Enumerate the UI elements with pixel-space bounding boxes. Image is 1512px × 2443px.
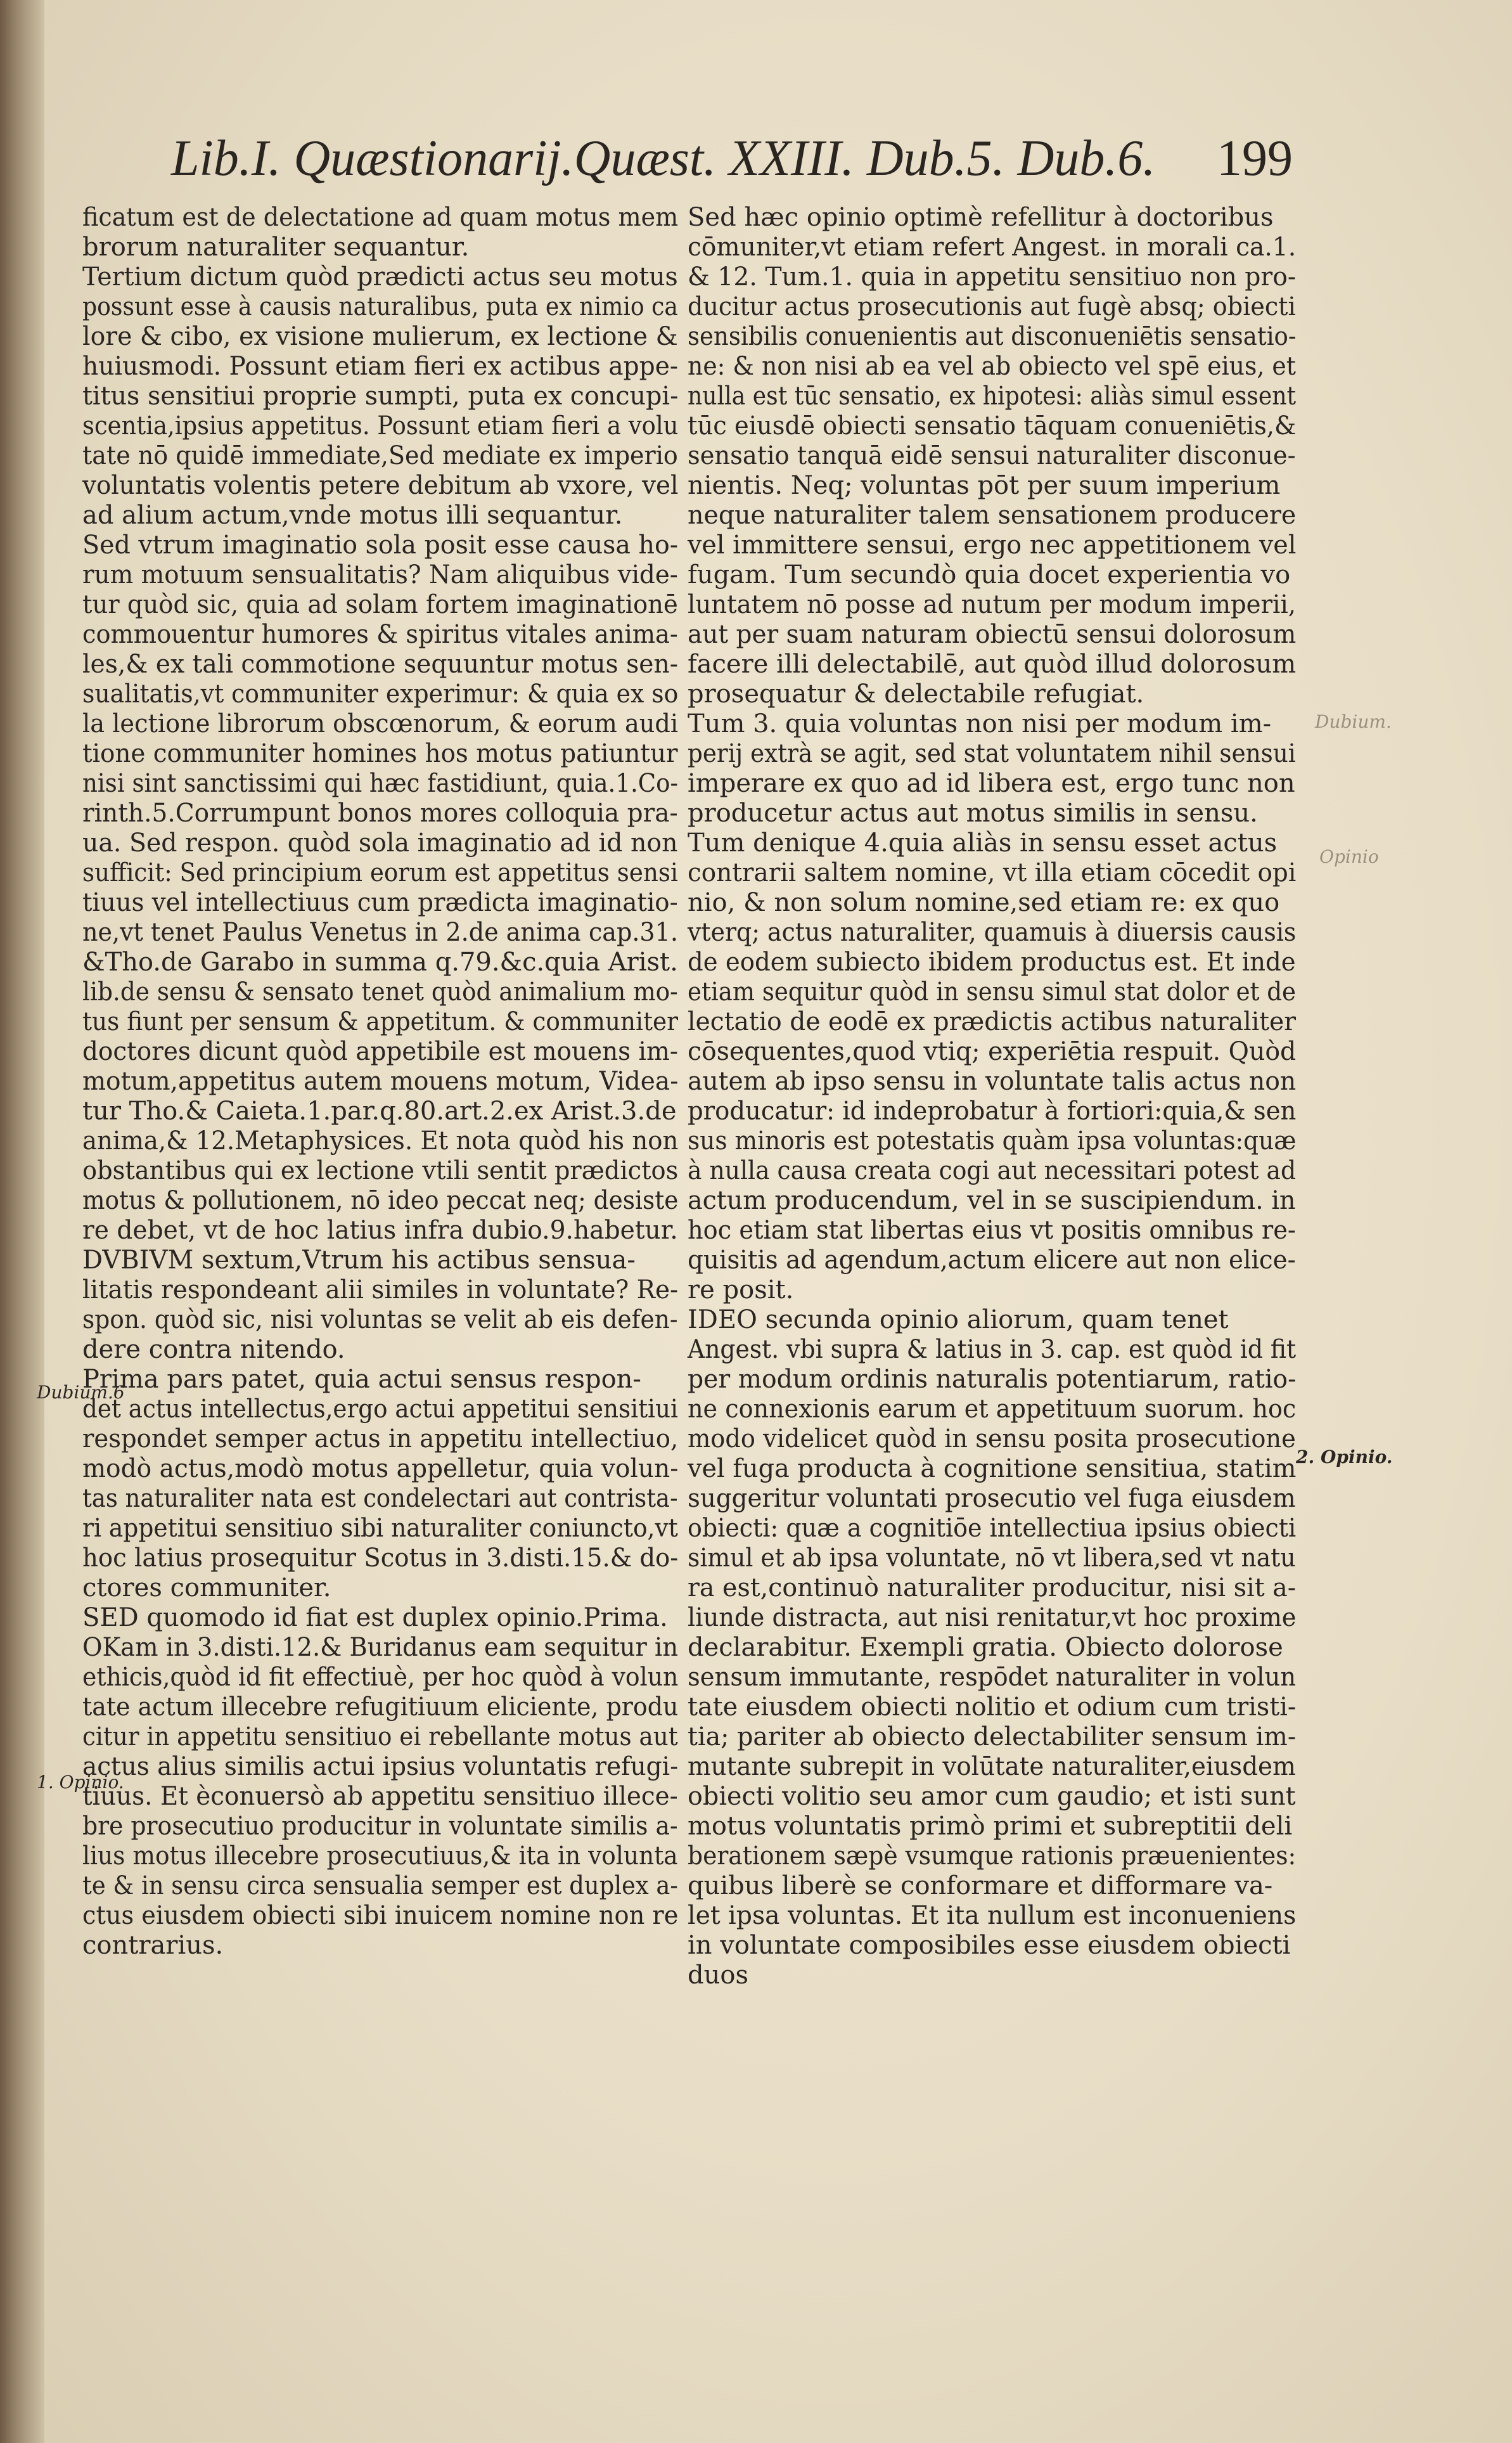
text-line: Sed vtrum imaginatio sola posit esse causa ho- [82,531,679,560]
margin-bleed-dubium: Dubium. [1315,711,1392,732]
text-line: SED quomodo id fiat est duplex opinio.Prima. [82,1603,668,1632]
text-line: ri appetitui sensitiuo sibi naturaliter coniuncto,vt [82,1514,678,1543]
text-line: rum motuum sensualitatis? Nam aliquibus vide- [82,560,678,590]
text-line: nulla est tūc sensatio, ex hipotesi: aliàs simul essent [688,382,1297,411]
book-binding-edge [0,0,44,2443]
text-line: motus voluntatis primò primi et subreptitii deli [688,1812,1293,1841]
running-header [171,124,1305,193]
text-line: obiecti volitio seu amor cum gaudio; et isti sunt [688,1782,1296,1811]
text-line: det actus intellectus,ergo actui appetitui sensitiui [82,1395,678,1424]
text-line: litatis respondeant alii similes in voluntate? Re- [82,1275,679,1305]
text-line: nio, & non solum nomine,sed etiam re: ex quo [688,888,1280,917]
text-line: lius motus illecebre prosecutiuus,& ita in volunta [82,1841,678,1871]
text-line: suggeritur voluntati prosecutio vel fuga eiusdem [688,1484,1296,1513]
text-line: tiuus vel intellectiuus cum prædicta imaginatio- [82,888,678,917]
text-line: Tertium dictum quòd prædicti actus seu motus [82,262,678,292]
text-line: lore & cibo, ex visione mulierum, ex lectione & [82,322,678,351]
text-line: duos [688,1961,748,1990]
text-line: tate eiusdem obiecti nolitio et odium cum tristi- [688,1692,1297,1722]
text-line: tur Tho.& Caieta.1.par.q.80.art.2.ex Arist.3.de [82,1097,677,1126]
text-line: producatur: id indeprobatur à fortiori:quia,& sen [688,1097,1297,1126]
text-line: ducitur actus prosecutionis aut fugè absq; obiecti [688,292,1296,321]
text-line: autem ab ipso sensu in voluntate talis actus non [688,1067,1297,1096]
text-line: cōsequentes,quod vtiq; experiētia respuit. Quòd [688,1037,1297,1066]
text-line: tur quòd sic, quia ad solam fortem imaginationē [82,590,678,619]
text-line: & 12. Tum.1. quia in appetitu sensitiuo non pro- [688,262,1297,292]
text-line: titus sensitiui proprie sumpti, puta ex concupi- [82,382,679,411]
text-line: lib.de sensu & sensato tenet quòd animalium mo- [82,977,678,1007]
text-line: lectatio de eodē ex prædictis actibus naturaliter [688,1007,1296,1036]
text-line: tate nō quidē immediate,Sed mediate ex imperio [82,441,678,470]
text-line: luntatem nō posse ad nutum per modum imperii, [688,590,1297,619]
text-line: contrarius. [82,1931,224,1960]
text-line: commouentur humores & spiritus vitales anima- [82,620,678,649]
text-line: Tum 3. quia voluntas non nisi per modum im- [688,709,1272,738]
text-line: sensum immutante, respōdet naturaliter in volun [688,1663,1297,1692]
text-line: let ipsa voluntas. Et ita nullum est inconueniens [688,1901,1297,1930]
text-line: berationem sæpè vsumque rationis præuenientes: [688,1841,1297,1871]
text-line: respondet semper actus in appetitu intellectiuo, [82,1424,679,1454]
text-line: perij extrà se agit, sed stat voluntatem nihil sensui [688,739,1296,768]
text-line: vterq; actus naturaliter, quamuis à diuersis causis [688,918,1297,947]
margin-note-opinio-1: 1. Opinio. [37,1772,124,1793]
text-line: Tum denique 4.quia aliàs in sensu esset actus [688,828,1278,858]
right-text-column [688,203,1296,1990]
text-line: tūc eiusdē obiecti sensatio tāquam conueniētis,& [688,411,1297,441]
text-line: re posit. [688,1275,794,1305]
text-line: voluntatis volentis petere debitum ab vxore, vel [82,471,679,500]
text-line: la lectione librorum obscœnorum, & eorum audi [82,709,679,738]
text-line: sufficit: Sed principium eorum est appetitus sensi [82,858,678,887]
text-line: contrarii saltem nomine, vt illa etiam cōcedit opi [688,858,1297,887]
text-line: Sed hæc opinio optimè refellitur à doctoribus [688,203,1274,232]
text-line: Angest. vbi supra & latius in 3. cap. est quòd id fit [688,1335,1297,1364]
text-line: te & in sensu circa sensualia semper est duplex a- [82,1871,678,1900]
text-line: fugam. Tum secundò quia docet experientia vo [688,560,1291,590]
text-line: actus alius similis actui ipsius voluntatis refugi- [82,1752,679,1781]
text-line: tia; pariter ab obiecto delectabiliter sensum im- [688,1722,1297,1751]
text-line: nisi sint sanctissimi qui hæc fastidiunt, quia.1.Co- [82,769,679,798]
text-line: liunde distracta, aut nisi renitatur,vt hoc proxime [688,1603,1297,1632]
text-line: huiusmodi. Possunt etiam fieri ex actibus appe- [82,352,679,381]
text-line: nientis. Neq; voluntas pōt per suum imperium [688,471,1281,500]
text-line: obstantibus qui ex lectione vtili sentit prædictos [82,1156,679,1185]
text-line: possunt esse à causis naturalibus, puta ex nimio ca [82,292,678,321]
text-line: tiuus. Et èconuersò ab appetitu sensitiuo illece- [82,1782,678,1811]
margin-bleed-opinio: Opinio [1319,846,1379,867]
text-line: spon. quòd sic, nisi voluntas se velit ab eis defen- [82,1305,678,1334]
text-line: quibus liberè se conformare et difformare va- [688,1871,1273,1900]
text-line: simul et ab ipsa voluntate, nō vt libera,sed vt natu [688,1544,1296,1573]
text-line: cōmuniter,vt etiam refert Angest. in morali ca.1. [688,233,1297,262]
left-text-column [82,203,678,1961]
text-line: scentia,ipsius appetitus. Possunt etiam fieri a volu [82,411,679,441]
text-line: tate actum illecebre refugitiuum eliciente, produ [82,1692,679,1722]
text-line: ad alium actum,vnde motus illi sequantur. [82,501,623,530]
text-line: re debet, vt de hoc latius infra dubio.9.habetur. [82,1216,678,1245]
text-line: hoc latius prosequitur Scotus in 3.disti.15.& do- [82,1544,679,1573]
text-line: DVBIVM sextum,Vtrum his actibus sensua- [82,1246,636,1275]
text-line: modo videlicet quòd in sensu posita prosecutione [688,1424,1296,1454]
text-line: imperare ex quo ad id libera est, ergo tunc non [688,769,1295,798]
text-line: etiam sequitur quòd in sensu simul stat dolor et de [688,977,1296,1007]
text-line: declarabitur. Exempli gratia. Obiecto dolorose [688,1633,1283,1662]
text-line: ctores communiter. [82,1573,331,1602]
text-line: in voluntate composibiles esse eiusdem obiecti [688,1931,1291,1960]
text-line: obiecti: quæ a cognitiōe intellectiua ipsius obiecti [688,1514,1297,1543]
text-line: facere illi delectabilē, aut quòd illud dolorosum [688,650,1297,679]
text-line: rinth.5.Corrumpunt bonos mores colloquia pra- [82,799,678,828]
text-line: bre prosecutiuo producitur in voluntate similis a- [82,1812,678,1841]
text-line: hoc etiam stat libertas eius vt positis omnibus re- [688,1216,1296,1245]
text-line: motus & pollutionem, nō ideo peccat neq; desiste [82,1186,679,1215]
text-line: tus fiunt per sensum & appetitum. & communiter [82,1007,679,1036]
text-line: anima,& 12.Metaphysices. Et nota quòd his non [82,1126,679,1156]
page-number: 199 [1217,131,1293,186]
text-line: aut per suam naturam obiectū sensui dolorosum [688,620,1297,649]
text-line: actum producendum, vel in se suscipiendum. in [688,1186,1296,1215]
text-line: ua. Sed respon. quòd sola imaginatio ad id non [82,828,678,858]
text-line: quisitis ad agendum,actum elicere aut non elice- [688,1246,1296,1275]
text-line: sualitatis,vt communiter experimur: & quia ex so [82,680,679,709]
text-line: ethicis,quòd id fit effectiuè, per hoc quòd à volun [82,1663,679,1692]
text-line: ne: & non nisi ab ea vel ab obiecto vel spē eius, et [688,352,1296,381]
text-line: sensibilis conuenientis aut disconueniētis sensatio- [688,322,1297,351]
text-line: motum,appetitus autem mouens motum, Videa- [82,1067,679,1096]
text-line: les,& ex tali commotione sequuntur motus sen- [82,650,679,679]
text-line: ficatum est de delectatione ad quam motus mem [82,203,679,232]
text-line: à nulla causa creata cogi aut necessitari potest ad [688,1156,1297,1185]
text-line: ne,vt tenet Paulus Venetus in 2.de anima cap.31. [82,918,678,947]
text-line: tas naturaliter nata est condelectari aut contrista- [82,1484,678,1513]
text-line: Prima pars patet, quia actui sensus respon- [82,1365,641,1394]
text-line: ne connexionis earum et appetituum suorum. hoc [688,1395,1297,1424]
margin-note-opinio-2: 2. Opinio. [1296,1447,1393,1467]
text-line: prosequatur & delectabile refugiat. [688,680,1144,709]
text-line: sensatio tanquā eidē sensui naturaliter disconue- [688,441,1296,470]
text-line: OKam in 3.disti.12.& Buridanus eam sequitur in [82,1633,679,1662]
text-line: tione communiter homines hos motus patiuntur [82,739,678,768]
text-line: ctus eiusdem obiecti sibi inuicem nomine non re [82,1901,679,1930]
text-line: brorum naturaliter sequantur. [82,233,470,262]
text-line: per modum ordinis naturalis potentiarum, ratio- [688,1365,1297,1394]
text-line: ra est,continuò naturaliter producitur, nisi sit a- [688,1573,1297,1602]
text-line: mutante subrepit in volūtate naturaliter,eiusdem [688,1752,1296,1781]
text-line: IDEO secunda opinio aliorum, quam tenet [688,1305,1229,1334]
text-line: de eodem subiecto ibidem productus est. Et inde [688,948,1296,977]
margin-note-dubium-6: Dubium.6 [37,1382,125,1403]
text-line: modò actus,modò motus appelletur, quia volun- [82,1454,679,1483]
text-line: doctores dicunt quòd appetibile est mouens im- [82,1037,679,1066]
text-line: producetur actus aut motus similis in sensu. [688,799,1258,828]
text-line: neque naturaliter talem sensationem producere [688,501,1297,530]
text-line: sus minoris est potestatis quàm ipsa voluntas:quæ [688,1126,1297,1156]
header-title: Lib.I. Quæstionarij.Quæst. XXIII. Dub.5. Dub.6. [171,131,1156,186]
text-line: citur in appetitu sensitiuo ei rebellante motus aut [82,1722,678,1751]
text-line: vel immittere sensui, ergo nec appetitionem vel [688,531,1297,560]
text-line: vel fuga producta à cognitione sensitiua, statim [688,1454,1297,1483]
text-line: &Tho.de Garabo in summa q.79.&c.quia Arist. [82,948,678,977]
text-line: dere contra nitendo. [82,1335,345,1364]
